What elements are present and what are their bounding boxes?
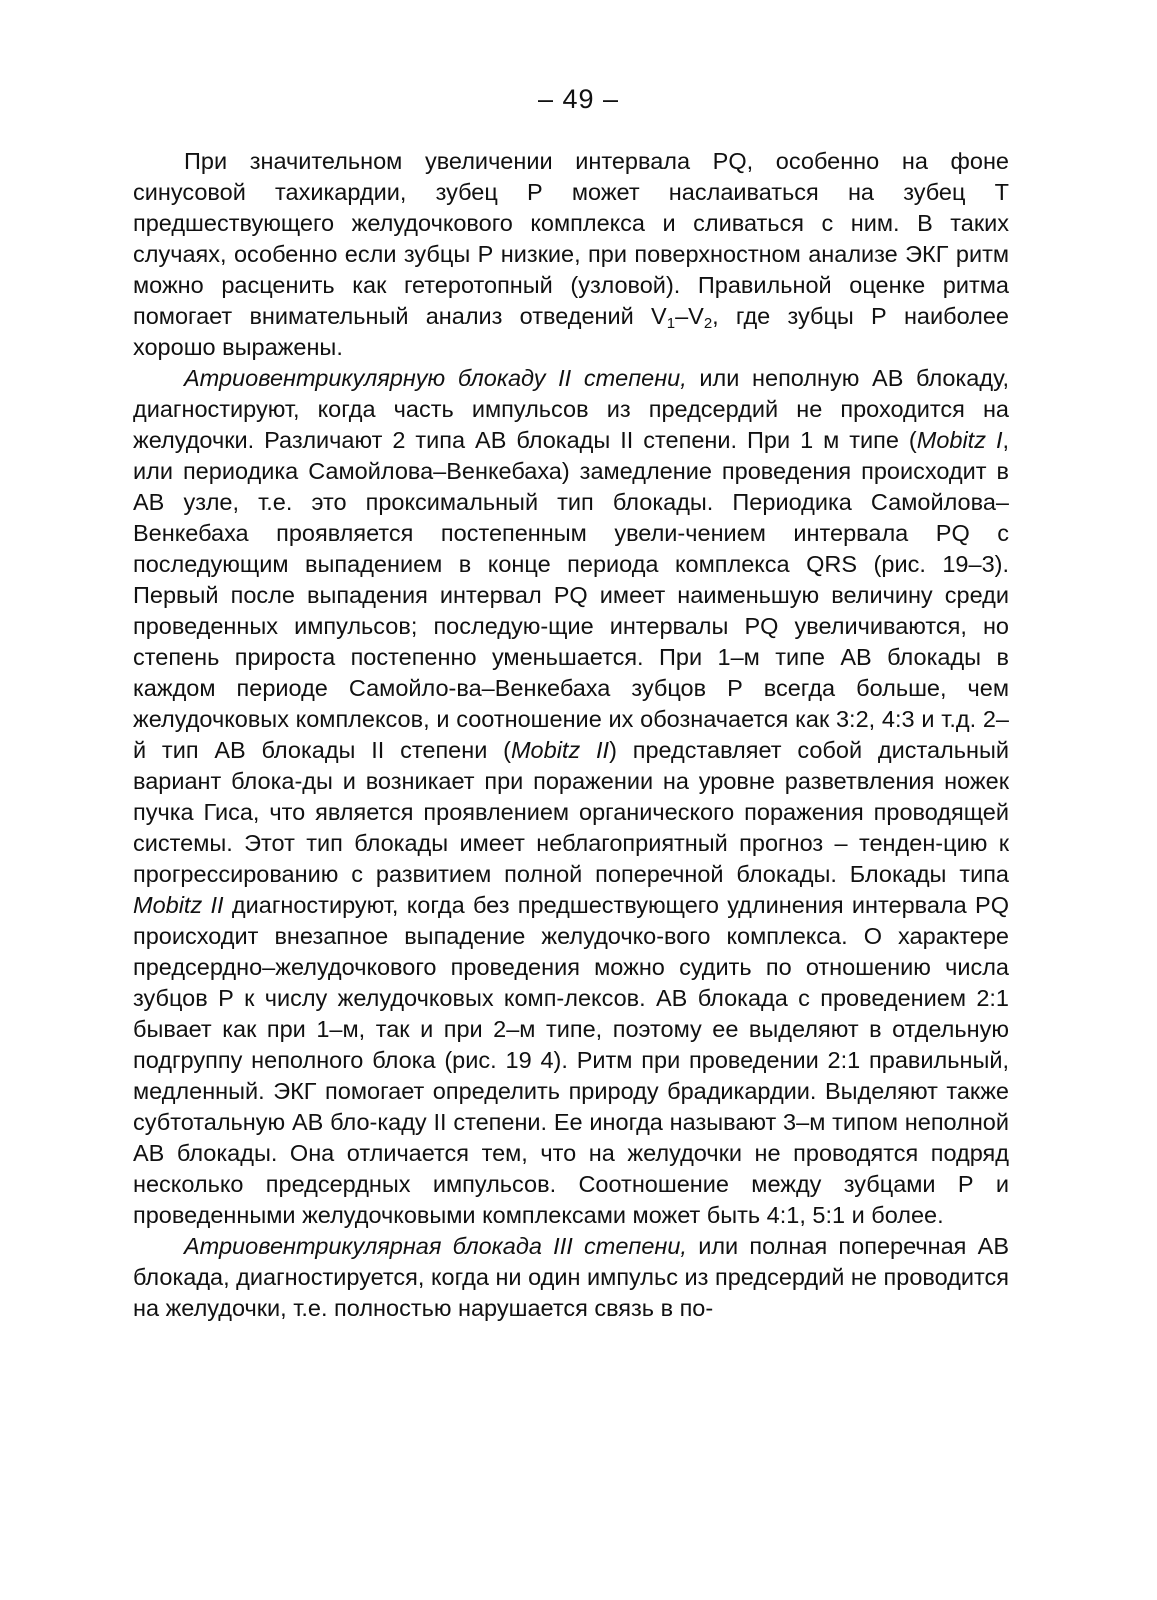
paragraph-text: –V [675, 303, 704, 329]
paragraph-av-block-2 [133, 363, 1009, 1231]
term-mobitz-2: Mobitz II [133, 892, 224, 918]
body-text [133, 146, 1009, 1324]
term-mobitz-2: Mobitz II [510, 737, 610, 763]
paragraph-pq-interval [133, 146, 1009, 363]
term-mobitz-1: Mobitz I [916, 427, 1003, 453]
term-av-block-3: Атриовентрикулярная блокада III степени, [184, 1233, 687, 1259]
paragraph-av-block-3 [133, 1231, 1009, 1324]
paragraph-text: или полная поперечная АВ блокада, диагностируется, когда ни один импульс из предсердий не проводится на желудочки, т.е. полностью нарушается связь в по- [133, 1233, 1009, 1321]
paragraph-text: При значительном увеличении интервала PQ, особенно на фоне синусовой тахикардии, зубец Р может наслаиваться на зубец Т предшествующего желудочкового комплекса и сливаться с ним. В таких случаях, особенно если зубцы Р низкие, при поверхностном анализе ЭКГ ритм можно расценить как гетеротопный (узловой). Правильной оценке ритма помогает внимательный анализ отведений V [133, 148, 1009, 329]
paragraph-text: диагностируют, когда без предшествующего удлинения интервала PQ происходит внезапное выпадение желудочко-вого комплекса. О характере предсердно–желудочкового проведения можно судить по отношению числа зубцов Р к числу желудочковых комп-лексов. АВ блокада с проведением 2:1 бывает как при 1–м, так и при 2–м типе, поэтому ее выделяют в отдельную подгруппу неполного блока (рис. 19 4). Ритм при проведении 2:1 правильный, медленный. ЭКГ помогает определить природу брадикардии. Выделяют также субтотальную АВ бло-каду II степени. Ее иногда называют 3–м типом неполной АВ блокады. Она отличается тем, что на желудочки не проводятся подряд несколько предсердных импульсов. Соотношение между зубцами Р и проведенными желудочковыми комплексами может быть 4:1, 5:1 и более. [133, 892, 1009, 1228]
paragraph-text: или неполную АВ блокаду, диагностируют, когда часть импульсов из предсердий не проходится на желудочки. Различают 2 типа АВ блокады II степени. При 1 м типе ( [133, 365, 1009, 453]
subscript: 1 [666, 315, 676, 332]
term-av-block-2: Атриовентрикулярную блокаду II степени, [184, 365, 687, 391]
page-number: – 49 – [537, 84, 620, 114]
paragraph-text: , где зубцы Р наиболее хорошо выражены. [133, 303, 1009, 360]
paragraph-text: ) представляет собой дистальный вариант блока-ды и возникает при поражении на уровне разветвления ножек пучка Гиса, что является проявлением органического поражения проводящей системы. Этот тип блокады имеет неблагоприятный прогноз – тенден-цию к прогрессированию с развитием полной поперечной блокады. Блокады типа [133, 737, 1009, 887]
subscript: 2 [703, 315, 713, 332]
paragraph-text: , или периодика Самойлова–Венкебаха) замедление проведения происходит в АВ узле, т.е. это проксимальный тип блокады. Периодика Самойлова–Венкебаха проявляется постепенным увели-чением интервала PQ с последующим выпадением в конце периода комплекса QRS (рис. 19–3). Первый после выпадения интервал PQ имеет наименьшую величину среди проведенных импульсов; последую-щие интервалы PQ увеличиваются, но степень прироста постепенно уменьшается. При 1–м типе АВ блокады в каждом периоде Самойло-ва–Венкебаха зубцов Р всегда больше, чем желудочковых комплексов, и соотношение их обозначается как 3:2, 4:3 и т.д. 2–й тип АВ блокады II степени ( [133, 427, 1010, 763]
